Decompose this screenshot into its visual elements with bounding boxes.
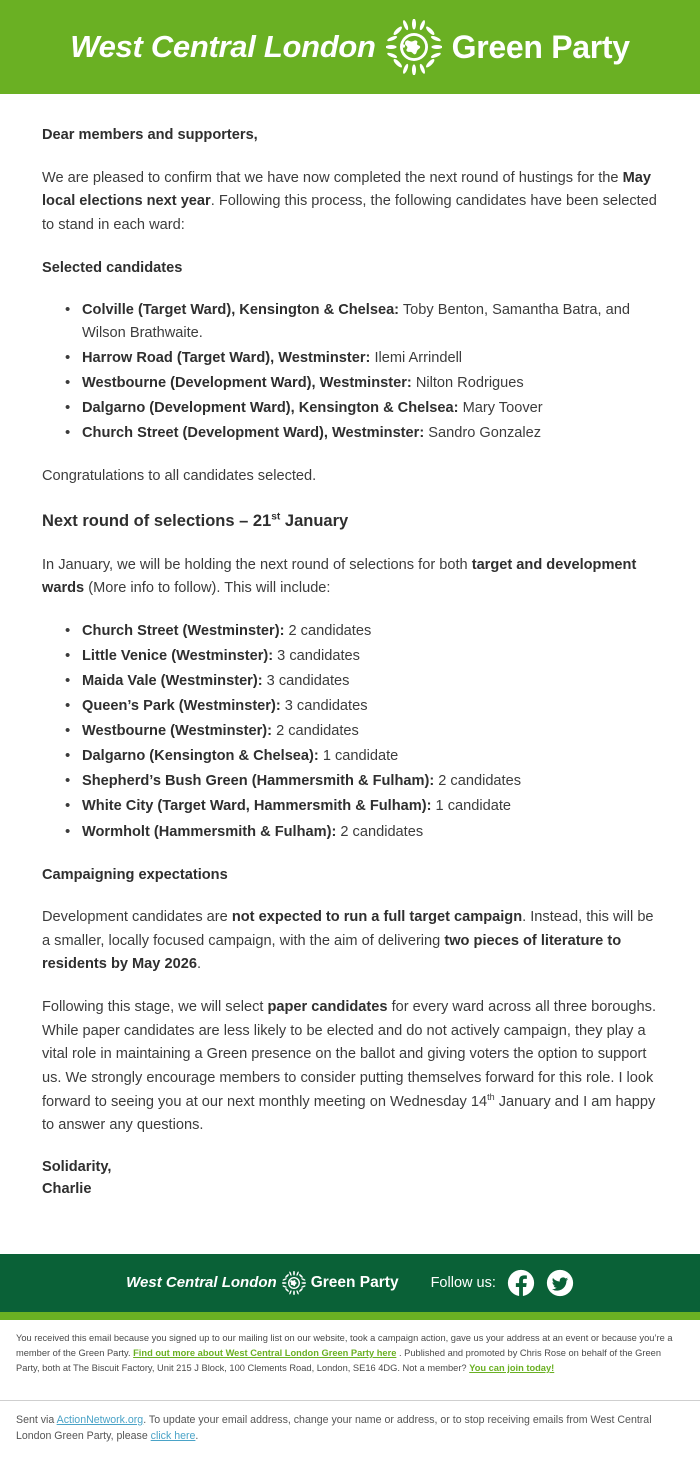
email-header-banner [0, 0, 700, 94]
ward-label: Wormholt (Hammersmith & Fulham): [82, 823, 337, 840]
header-brand-lockup [70, 19, 630, 75]
next-round-heading [42, 508, 658, 535]
campaigning-paragraph [42, 906, 658, 977]
list-item [82, 397, 658, 420]
footer-brand-left-text: West Central London [126, 1274, 277, 1292]
paper-bold-1: paper candidates [267, 999, 388, 1016]
paper-candidates-paragraph [42, 996, 658, 1138]
january-text-1: In January, we will be holding the next round of selections for both [42, 556, 472, 573]
campaigning-bold-2: two pieces of literature to residents by May 2026 [42, 932, 622, 973]
list-item [82, 372, 658, 395]
list-item [82, 299, 658, 345]
ordinal-suffix: st [271, 511, 281, 523]
signoff-line-2: Charlie [42, 1180, 92, 1197]
list-item [82, 795, 658, 818]
january-intro-paragraph [42, 554, 658, 601]
find-out-more-link[interactable]: Find out more about West Central London Green Party here [133, 1347, 397, 1358]
ward-label: Westbourne (Westminster): [82, 723, 273, 740]
signoff [42, 1157, 658, 1201]
action-network-notice [0, 1401, 700, 1463]
join-today-link[interactable]: You can join today! [469, 1362, 555, 1373]
candidate-count: 1 candidate [318, 748, 399, 765]
paper-text-3: January and I am happy to answer any questions. [42, 1093, 656, 1134]
candidate-count: 2 candidates [434, 773, 522, 790]
salutation: Dear members and supporters, [42, 127, 258, 143]
email-body [0, 94, 700, 1254]
ward-label: Colville (Target Ward), Kensington & Chelsea: [82, 302, 400, 319]
list-item [82, 645, 658, 668]
candidate-count: 1 candidate [431, 798, 511, 815]
ward-label: Queen’s Park (Westminster): [82, 698, 281, 715]
ward-label: Church Street (Development Ward), Westminster: [82, 425, 425, 442]
header-brand-left-text: West Central London [70, 29, 376, 64]
list-item [82, 745, 658, 768]
green-party-sunflower-globe-icon [386, 19, 442, 75]
twitter-icon[interactable] [546, 1269, 574, 1297]
candidate-names: Toby Benton, Samantha Batra, and Wilson Brathwaite. [82, 302, 631, 342]
next-round-wards-list [42, 620, 658, 843]
facebook-icon[interactable] [507, 1269, 535, 1297]
candidate-count: 2 candidates [284, 623, 372, 640]
ward-label: Westbourne (Development Ward), Westminster: [82, 375, 412, 392]
intro-text-2: . Following this process, the following candidates have been selected to stand in each ward: [42, 193, 657, 233]
january-bold-1: target and development wards [42, 556, 637, 597]
list-item [82, 821, 658, 844]
candidate-names: Nilton Rodrigues [411, 375, 524, 392]
list-item [82, 422, 658, 445]
header-brand-right-text: Green Party [451, 28, 630, 65]
campaigning-text-2: . Instead, this will be a smaller, locally focused campaign, with the aim of delivering [42, 909, 654, 949]
footer-brand-right-text: Green Party [310, 1273, 399, 1291]
footer-accent-bar [0, 1312, 700, 1320]
legal-disclaimer [0, 1320, 700, 1390]
list-item [82, 720, 658, 743]
disclaimer-text-1: You received this email because you signed up to our mailing list on our website, took a campaign action, gave us your address at an event or because you’re a member of the Green Party. [16, 1332, 673, 1358]
paper-text-2: for every ward across all three boroughs. While paper candidates are less likely to be elected and do not actively campaign, they play a vital role in maintaining a Green presence on the ballot and giving voters the option to support us. We strongly encourage members to consider putting themselves forward for this role. I look forward to seeing you at our next monthly meeting on Wednesday 14 [42, 999, 657, 1110]
intro-paragraph [42, 167, 658, 238]
action-network-text-2: . To update your email address, change your name or address, or to stop receiving emails from West Central London Green Party, please [16, 1413, 652, 1443]
action-network-link[interactable]: ActionNetwork.org [56, 1413, 144, 1426]
candidate-names: Sandro Gonzalez [424, 425, 542, 442]
campaigning-expectations-heading: Campaigning expectations [42, 866, 228, 883]
action-network-text-1: Sent via [16, 1413, 57, 1426]
ward-label: Little Venice (Westminster): [82, 648, 274, 665]
congratulations-paragraph: Congratulations to all candidates selected. [42, 468, 317, 485]
disclaimer-text-2: . Published and promoted by Chris Rose on behalf of the Green Party, both at The Biscuit Factory, Unit 215 J Block, 100 Clements Road, London, SE16 4DG. Not a member? [16, 1347, 662, 1373]
ward-label: Dalgarno (Kensington & Chelsea): [82, 748, 319, 765]
candidate-count: 3 candidates [262, 673, 350, 690]
ward-label: Harrow Road (Target Ward), Westminster: [82, 350, 371, 367]
selected-candidates-heading: Selected candidates [42, 259, 183, 276]
signoff-line-1: Solidarity, [42, 1158, 112, 1175]
follow-us-group [431, 1269, 574, 1297]
ward-label: Church Street (Westminster): [82, 623, 285, 640]
footer-brand-lockup [126, 1271, 398, 1295]
next-round-heading-suffix: January [280, 512, 349, 531]
footer-banner [0, 1254, 700, 1312]
candidate-names: Mary Toover [458, 400, 543, 417]
list-item [82, 670, 658, 693]
green-party-sunflower-globe-icon [282, 1271, 306, 1295]
campaigning-text-3: . [196, 956, 201, 973]
candidate-count: 3 candidates [280, 698, 368, 715]
list-item [82, 347, 658, 370]
list-item [82, 770, 658, 793]
candidate-count: 2 candidates [272, 723, 359, 740]
action-network-text-3: . [195, 1430, 199, 1443]
selected-candidates-list [42, 299, 658, 445]
candidate-count: 2 candidates [336, 823, 424, 840]
ward-label: Shepherd’s Bush Green (Hammersmith & Fulham): [82, 773, 435, 790]
ward-label: Maida Vale (Westminster): [82, 673, 263, 690]
intro-bold-1: May local elections next year [42, 169, 651, 210]
ward-label: White City (Target Ward, Hammersmith & Fulham): [82, 798, 432, 815]
january-text-2: (More info to follow). This will include: [84, 580, 331, 597]
paper-text-1: Following this stage, we will select [42, 999, 268, 1016]
candidate-names: Ilemi Arrindell [370, 350, 463, 367]
ward-label: Dalgarno (Development Ward), Kensington & Chelsea: [82, 400, 459, 417]
intro-text-1: We are pleased to confirm that we have now completed the next round of hustings for the [42, 169, 623, 186]
follow-us-label: Follow us: [430, 1274, 496, 1291]
campaigning-text-1: Development candidates are [42, 909, 232, 926]
candidate-count: 3 candidates [273, 648, 360, 665]
list-item [82, 620, 658, 643]
next-round-heading-prefix: Next round of selections – 21 [42, 512, 272, 531]
campaigning-bold-1: not expected to run a full target campaign [231, 909, 523, 926]
ordinal-suffix: th [487, 1091, 495, 1102]
click-here-link[interactable]: click here [150, 1430, 196, 1443]
list-item [82, 695, 658, 718]
